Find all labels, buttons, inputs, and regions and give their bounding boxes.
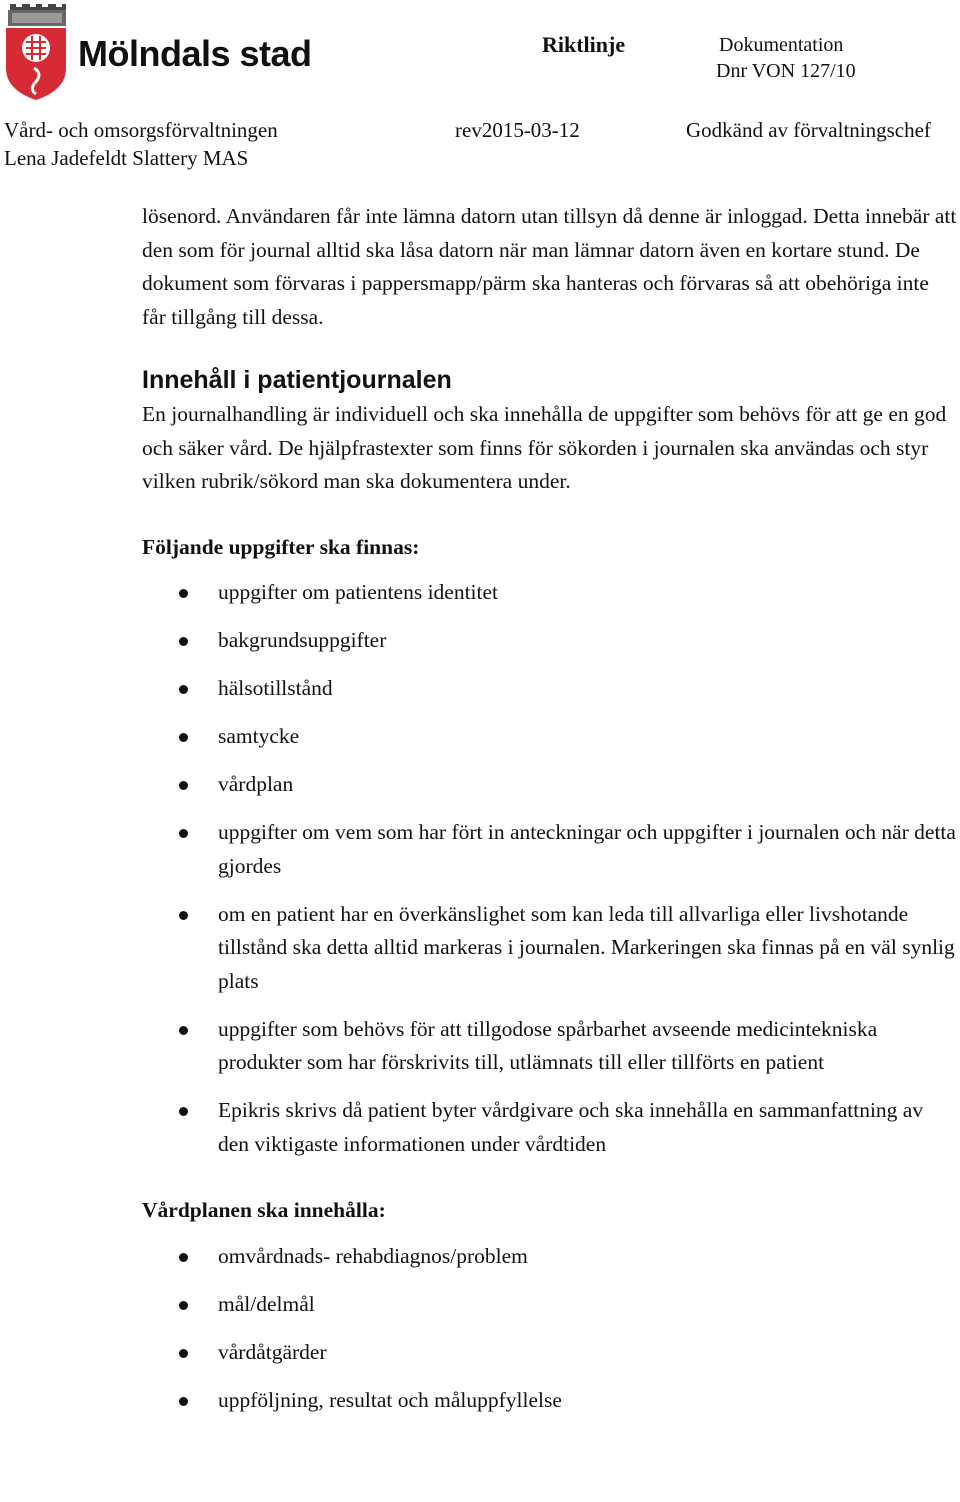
section-heading-required-info: Följande uppgifter ska finnas:: [142, 534, 420, 559]
list-item: uppgifter om vem som har fört in anteckningar och uppgifter i journalen och när detta gjordes: [142, 816, 958, 883]
list-item: bakgrundsuppgifter: [142, 624, 958, 658]
list-item: samtycke: [142, 720, 958, 754]
author: Lena Jadefeldt Slattery MAS: [4, 146, 249, 170]
list-item: vårdplan: [142, 768, 958, 802]
section-heading-journal-content: Innehåll i patientjournalen: [142, 366, 452, 394]
section-heading-care-plan: Vårdplanen ska innehålla:: [142, 1198, 386, 1222]
bullet-icon: [179, 829, 188, 838]
molndal-coat-of-arms-logo: [4, 2, 68, 102]
care-plan-list: [142, 1240, 958, 1418]
list-item: uppgifter som behövs för att tillgodose spårbarhet avseende medicintekniska produkter som har förskrivits till, utlämnats till eller tillförts en patient: [142, 1013, 958, 1080]
document-body: [142, 200, 958, 1417]
list-item: mål/delmål: [142, 1288, 958, 1322]
document-number: Dnr VON 127/10: [716, 60, 856, 82]
document-label: Dokumentation: [719, 34, 844, 56]
list-item: uppgifter om patientens identitet: [142, 576, 958, 610]
approval-status: Godkänd av förvaltningschef: [686, 118, 931, 142]
list-item: Epikris skrivs då patient byter vårdgivare och ska innehålla en sammanfattning av den viktigaste informationen under vårdtiden: [142, 1094, 958, 1161]
department: Vård- och omsorgsförvaltningen: [4, 118, 278, 142]
bullet-icon: [179, 685, 188, 694]
revision-date: rev2015-03-12: [455, 118, 580, 142]
bullet-icon: [179, 589, 188, 598]
required-info-list: [142, 576, 958, 1161]
bullet-icon: [179, 637, 188, 646]
intro-paragraph: lösenord. Användaren får inte lämna datorn utan tillsyn då denne är inloggad. Detta innebär att den som för journal alltid ska låsa datorn när man lämnar datorn även en kortare stund. De dokument som förvaras i pappersmapp/pärm ska hanteras och förvaras så att obehöriga inte får tillgång till dessa.: [142, 204, 957, 329]
bullet-icon: [179, 733, 188, 742]
bullet-icon: [179, 1301, 188, 1310]
bullet-icon: [179, 781, 188, 790]
document-type: Riktlinje: [542, 32, 626, 57]
bullet-icon: [179, 1107, 188, 1116]
bullet-icon: [179, 1349, 188, 1358]
list-item: omvårdnads- rehabdiagnos/problem: [142, 1240, 958, 1274]
section-paragraph-journal-content: En journalhandling är individuell och ska innehålla de uppgifter som behövs för att ge en god och säker vård. De hjälpfrastexter som finns för sökorden i journalen ska användas och styr vilken rubrik/sökord man ska dokumentera under.: [142, 402, 947, 493]
list-item: uppföljning, resultat och måluppfyllelse: [142, 1384, 958, 1418]
bullet-icon: [179, 1026, 188, 1035]
list-item: vårdåtgärder: [142, 1336, 958, 1370]
bullet-icon: [179, 1397, 188, 1406]
list-item: om en patient har en överkänslighet som kan leda till allvarliga eller livshotande tillstånd ska detta alltid markeras i journalen. Markeringen ska finnas på en väl synlig plats: [142, 898, 958, 999]
org-name: Mölndals stad: [78, 33, 312, 74]
bullet-icon: [179, 1253, 188, 1262]
bullet-icon: [179, 911, 188, 920]
list-item: hälsotillstånd: [142, 672, 958, 706]
